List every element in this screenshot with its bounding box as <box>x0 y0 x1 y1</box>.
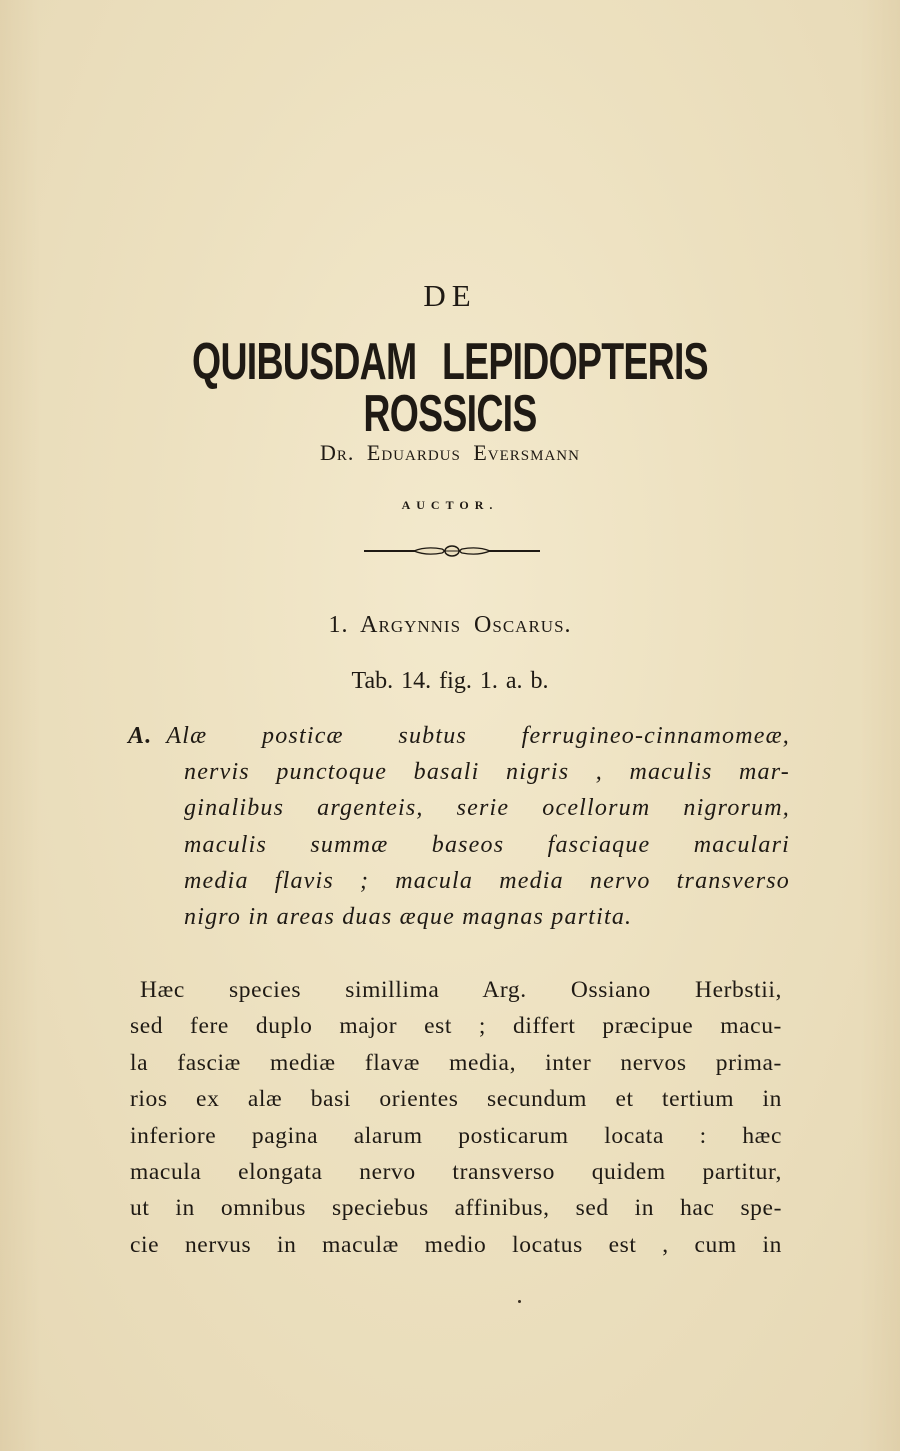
author-name: Dr. Eduardus Eversmann <box>320 440 580 465</box>
title-preposition: DE <box>423 278 477 313</box>
paragraph-line: la fasciæ mediæ flavæ media, inter nervos prima- <box>130 1049 782 1076</box>
paragraph-line: cie nervus in maculæ medio locatus est , cum in <box>130 1231 782 1258</box>
paragraph-line: inferiore pagina alarum posticarum locata : hæc <box>130 1122 782 1149</box>
page-title: QUIBUSDAM LEPIDOPTERIS ROSSICIS <box>192 333 708 443</box>
species-name: Argynnis Oscarus. <box>360 612 572 638</box>
diagnosis-line: nigro in areas duas æque magnas partita. <box>184 904 633 931</box>
diagnosis-label: A. <box>128 723 153 749</box>
paper-speck <box>518 1300 521 1303</box>
paragraph-line: sed fere duplo major est ; differt præcipue macu- <box>130 1013 782 1040</box>
decorative-rule-ornament-icon <box>364 544 540 558</box>
diagnosis-line: media flavis ; macula media nervo transverso <box>184 867 790 894</box>
paragraph-line: ut in omnibus speciebus affinibus, sed in hac spe- <box>130 1195 782 1222</box>
diagnosis-line <box>128 718 790 754</box>
diagnosis-text: Alæ posticæ subtus ferrugineo-cinnamomeæ, <box>166 723 790 749</box>
paragraph-line: rios ex alæ basi orientes secundum et tertium in <box>130 1086 782 1113</box>
plate-reference: Tab. 14. fig. 1. a. b. <box>351 668 549 694</box>
diagnosis-line: nervis punctoque basali nigris , maculis mar- <box>184 759 790 786</box>
section-heading <box>0 612 900 639</box>
paragraph-line: macula elongata nervo transverso quidem partitur, <box>130 1159 782 1186</box>
body-paragraph <box>130 972 782 1263</box>
diagnosis-line: ginalibus argenteis, serie ocellorum nigrorum, <box>184 795 790 822</box>
author-role: AUCTOR. <box>401 498 499 512</box>
section-number: 1. <box>328 612 349 638</box>
species-diagnosis <box>130 718 790 935</box>
paragraph-line: Hæc species simillima Arg. Ossiano Herbstii, <box>140 977 782 1003</box>
diagnosis-line: maculis summæ baseos fasciaque maculari <box>184 831 790 858</box>
